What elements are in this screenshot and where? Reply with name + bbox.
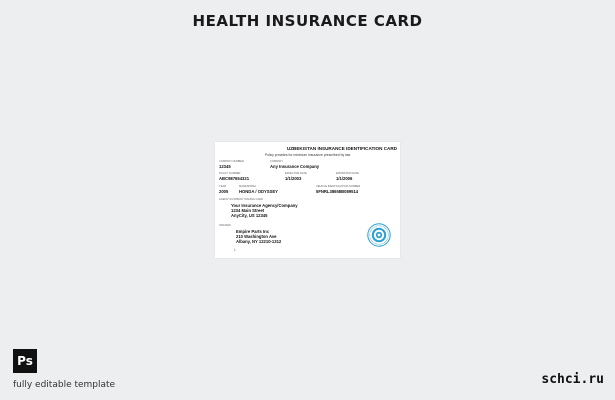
policy-number-label: POLICY NUMBER bbox=[219, 172, 241, 175]
agency-label: AGENCY/COMPANY ISSUING CARD bbox=[219, 198, 264, 201]
year-label: YEAR bbox=[219, 185, 227, 188]
site-watermark: schci.ru bbox=[541, 372, 604, 387]
seal-icon bbox=[367, 223, 391, 247]
photoshop-icon: Ps bbox=[13, 349, 37, 373]
insured-line2: 210 Washington Ave bbox=[236, 234, 277, 239]
effective-date: 1/1/2003 bbox=[285, 176, 302, 181]
page-title: HEALTH INSURANCE CARD bbox=[192, 12, 423, 30]
company-number: 12345 bbox=[219, 164, 231, 169]
insured-label: INSURED bbox=[219, 224, 231, 227]
policy-number: ABC987654321 bbox=[219, 176, 250, 181]
card-heading: UZBEKISTAN INSURANCE IDENTIFICATION CARD bbox=[286, 146, 397, 151]
make-model: HONDA / ODYSSEY bbox=[239, 189, 278, 194]
make-model-label: MAKE/MODEL bbox=[239, 185, 257, 188]
effective-date-label: EFFECTIVE DATE bbox=[285, 172, 307, 175]
insured-line1: Empire Parts Inc bbox=[236, 229, 270, 234]
vehicle-year: 2005 bbox=[219, 189, 229, 194]
company-number-label: COMPANY NUMBER bbox=[219, 160, 244, 163]
agency-line1: Your Insurance Agency/Company bbox=[231, 203, 298, 208]
insured-line3: Albany, NY 12210-1312 bbox=[236, 239, 282, 244]
insured-line4: L bbox=[234, 247, 237, 252]
company-label: COMPANY bbox=[270, 160, 283, 163]
agency-line3: AnyCity, US 12345 bbox=[231, 213, 268, 218]
agency-line2: 1234 Main Street bbox=[231, 208, 265, 213]
template-note: fully editable template bbox=[13, 380, 116, 390]
expiration-date-label: EXPIRATION DATE bbox=[336, 172, 359, 175]
vin-label: VEHICLE IDENTIFICATION NUMBER bbox=[316, 185, 361, 188]
insurance-card bbox=[215, 142, 400, 258]
company-name: Any Insurance Company bbox=[270, 164, 320, 169]
expiration-date: 1/1/2006 bbox=[336, 176, 353, 181]
card-subheading: Policy provides for minimum insurance prescribed by law bbox=[264, 153, 351, 157]
vin: 5FNRL38658B089514 bbox=[316, 189, 359, 194]
